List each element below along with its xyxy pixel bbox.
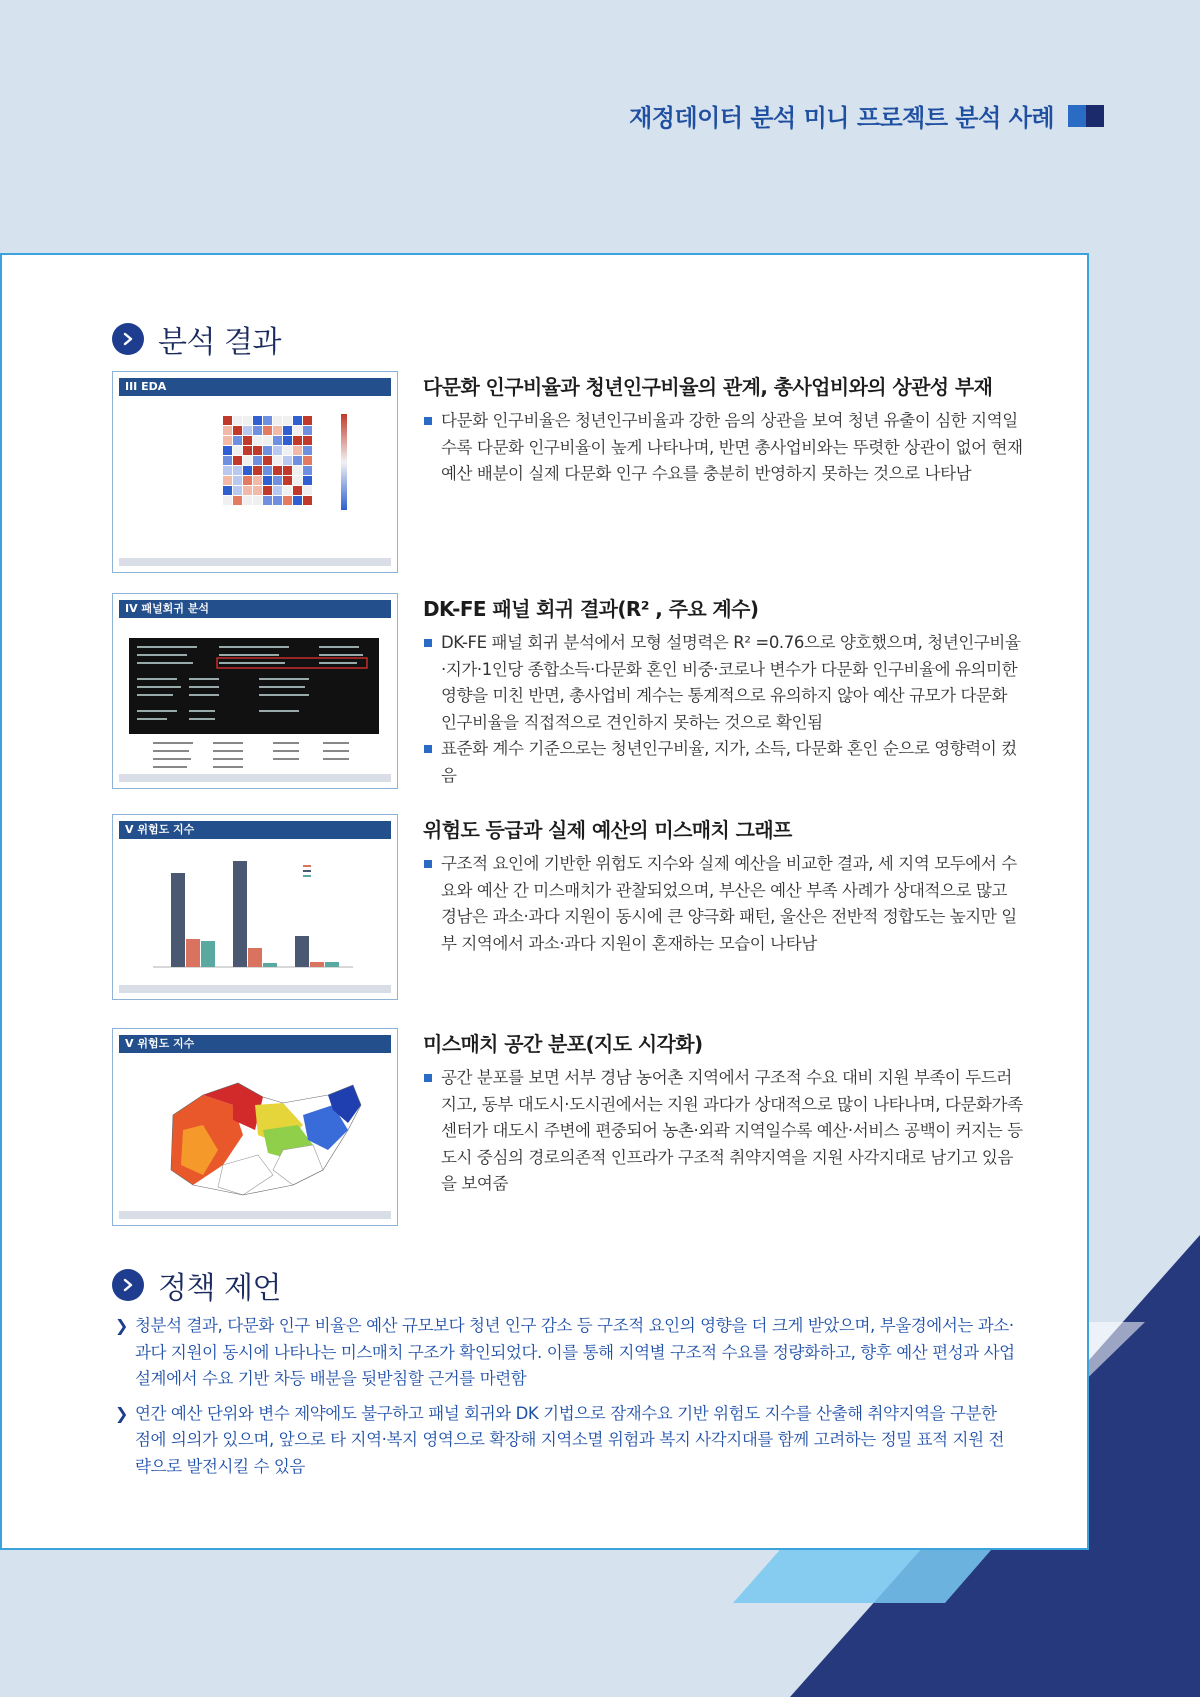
- thumbnail-eda: [112, 371, 398, 573]
- heatmap-cell: [223, 496, 232, 505]
- result-entry: [423, 814, 1023, 957]
- entry-bullet: 표준화 계수 기준으로는 청년인구비율, 지가, 소득, 다문화 혼인 순으로 영향력이 컸음: [423, 736, 1023, 789]
- result-entry: [423, 371, 1023, 488]
- entry-title: 미스매치 공간 분포(지도 시각화): [423, 1032, 703, 1056]
- heatmap-cell: [223, 476, 232, 485]
- thumbnail-footer: [119, 1211, 391, 1219]
- header-square-mark: [1068, 105, 1104, 127]
- thumbnail-bar-label: V 위험도 지수: [125, 1037, 195, 1050]
- policy-text: 연간 예산 단위와 변수 제약에도 불구하고 패널 회귀와 DK 기법으로 잠재수요 기반 위험도 지수를 산출해 취약지역을 구분한 점에 의의가 있으며, 앞으로 타 지역·복지 영역으로 확장해 지역소멸 위험과 복지 사각지대를 함께 고려하는 정밀 표적 지원 전략으로 발전시킬 수 있음: [135, 1403, 1005, 1476]
- heatmap-cell: [223, 416, 232, 425]
- thumbnail-footer: [119, 985, 391, 993]
- regression-output-image: [129, 638, 379, 734]
- heatmap-cell: [243, 426, 252, 435]
- thumbnail-regression: [112, 593, 398, 789]
- page-header: [629, 98, 1104, 133]
- heatmap-cell: [263, 436, 272, 445]
- heatmap-cell: [233, 446, 242, 455]
- heatmap-cell: [283, 456, 292, 465]
- thumbnail-footer: [119, 774, 391, 782]
- heatmap-cell: [253, 486, 262, 495]
- heatmap-cell: [273, 436, 282, 445]
- heatmap-cell: [273, 446, 282, 455]
- heatmap-cell: [283, 496, 292, 505]
- heatmap-cell: [293, 416, 302, 425]
- heatmap-cell: [233, 496, 242, 505]
- heatmap-cell: [283, 426, 292, 435]
- heatmap-cell: [243, 436, 252, 445]
- heatmap-cell: [263, 496, 272, 505]
- heatmap-cell: [233, 466, 242, 475]
- heatmap-cell: [293, 466, 302, 475]
- mismatch-bar-chart-image: [153, 855, 353, 979]
- heatmap-cell: [233, 436, 242, 445]
- heatmap-cell: [243, 496, 252, 505]
- heatmap-cell: [293, 486, 302, 495]
- heatmap-cell: [303, 496, 312, 505]
- chevron-right-icon: ❯: [115, 1316, 129, 1335]
- section-title: 분석 결과: [158, 325, 281, 360]
- policy-item: [115, 1401, 1015, 1481]
- heatmap-cell: [253, 496, 262, 505]
- heatmap-cell: [303, 446, 312, 455]
- heatmap-cell: [233, 456, 242, 465]
- header-title: 재정데이터 분석 미니 프로젝트 분석 사례: [629, 104, 1054, 132]
- heatmap-cell: [253, 456, 262, 465]
- section-title: 정책 제언: [158, 1271, 281, 1306]
- heatmap-cell: [283, 476, 292, 485]
- heatmap-cell: [263, 456, 272, 465]
- entry-title: 위험도 등급과 실제 예산의 미스매치 그래프: [423, 818, 792, 842]
- entry-title: DK-FE 패널 회귀 결과(R² , 주요 계수): [423, 597, 759, 621]
- thumbnail-footer: [119, 558, 391, 566]
- heatmap-cell: [243, 446, 252, 455]
- heatmap-cell: [273, 486, 282, 495]
- policy-list: [115, 1313, 1015, 1488]
- heatmap-cell: [293, 426, 302, 435]
- heatmap-cell: [293, 496, 302, 505]
- heatmap-image: [183, 412, 353, 536]
- heatmap-cell: [293, 456, 302, 465]
- heatmap-cell: [273, 476, 282, 485]
- thumbnail-mismatch-chart: [112, 814, 398, 1000]
- heatmap-cell: [223, 456, 232, 465]
- heatmap-cell: [243, 456, 252, 465]
- policy-text: 청분석 결과, 다문화 인구 비율은 예산 규모보다 청년 인구 감소 등 구조적 요인의 영향을 더 크게 받았으며, 부울경에서는 과소·과다 지원이 동시에 나타나는 미스매치 구조가 확인되었다. 이를 통해 지역별 구조적 수요를 정량화하고, 향후 예산 편성과 사업 설계에서 수요 기반 차등 배분을 뒷받침할 근거를 마련함: [135, 1316, 1015, 1388]
- chevron-right-icon: [112, 323, 144, 355]
- heatmap-cell: [223, 446, 232, 455]
- entry-bullet: 구조적 요인에 기반한 위험도 지수와 실제 예산을 비교한 결과, 세 지역 모두에서 수요와 예산 간 미스매치가 관찰되었으며, 부산은 예산 부족 사례가 상대적으로 많고 경남은 과소·과다 지원이 동시에 큰 양극화 패턴, 울산은 전반적 정합도는 높지만 일부 지역에서 과소·과다 지원이 혼재하는 모습이 나타남: [423, 851, 1023, 957]
- heatmap-cell: [263, 416, 272, 425]
- mismatch-map-image: [163, 1075, 363, 1209]
- thumbnail-bar-label: IV 패널회귀 분석: [125, 602, 210, 615]
- heatmap-cell: [253, 426, 262, 435]
- heatmap-cell: [263, 466, 272, 475]
- heatmap-cell: [293, 446, 302, 455]
- heatmap-cell: [253, 466, 262, 475]
- heatmap-cell: [233, 476, 242, 485]
- heatmap-cell: [303, 426, 312, 435]
- heatmap-cell: [273, 456, 282, 465]
- chevron-right-icon: [112, 1269, 144, 1301]
- heatmap-cell: [293, 436, 302, 445]
- result-entry: [423, 593, 1023, 789]
- heatmap-cell: [223, 436, 232, 445]
- heatmap-cell: [283, 436, 292, 445]
- heatmap-cell: [303, 436, 312, 445]
- heatmap-cell: [303, 466, 312, 475]
- heatmap-cell: [233, 426, 242, 435]
- heatmap-cell: [253, 416, 262, 425]
- heatmap-cell: [263, 426, 272, 435]
- chevron-right-icon: ❯: [115, 1403, 129, 1423]
- thumbnail-mismatch-map: [112, 1028, 398, 1226]
- entry-title: 다문화 인구비율과 청년인구비율의 관계, 총사업비와의 상관성 부재: [423, 375, 993, 399]
- entry-bullet: 공간 분포를 보면 서부 경남 농어촌 지역에서 구조적 수요 대비 지원 부족이 두드러지고, 동부 대도시·도시권에서는 지원 과다가 상대적으로 많이 나타나며, 다문화가족센터가 대도시 주변에 편중되어 농촌·외곽 지역일수록 예산·서비스 공백이 커지는 등 도시 중심의 경로의존적 인프라가 구조적 취약지역을 지원 사각지대로 남기고 있음을 보여줌: [423, 1065, 1023, 1198]
- heatmap-cell: [283, 466, 292, 475]
- coefficient-table-image: [153, 740, 363, 774]
- heatmap-cell: [253, 436, 262, 445]
- thumbnail-bar-label: V 위험도 지수: [125, 823, 195, 836]
- heatmap-cell: [273, 416, 282, 425]
- heatmap-cell: [233, 486, 242, 495]
- entry-bullet: 다문화 인구비율은 청년인구비율과 강한 음의 상관을 보여 청년 유출이 심한 지역일수록 다문화 인구비율이 높게 나타나며, 반면 총사업비와는 뚜렷한 상관이 없어 현재 예산 배분이 실제 다문화 인구 수요를 충분히 반영하지 못하는 것으로 나타남: [423, 408, 1023, 488]
- heatmap-cell: [263, 446, 272, 455]
- heatmap-cell: [273, 496, 282, 505]
- heatmap-cell: [283, 486, 292, 495]
- heatmap-cell: [283, 446, 292, 455]
- heatmap-cell: [243, 476, 252, 485]
- policy-item: [115, 1313, 1015, 1393]
- results-heading: [112, 317, 281, 361]
- heatmap-cell: [233, 416, 242, 425]
- heatmap-cell: [273, 466, 282, 475]
- policy-heading: [112, 1263, 281, 1307]
- heatmap-cell: [303, 456, 312, 465]
- heatmap-cell: [243, 466, 252, 475]
- heatmap-cell: [303, 476, 312, 485]
- heatmap-cell: [223, 486, 232, 495]
- heatmap-cell: [263, 486, 272, 495]
- heatmap-cell: [253, 476, 262, 485]
- heatmap-cell: [293, 476, 302, 485]
- heatmap-cell: [243, 486, 252, 495]
- entry-bullet: DK-FE 패널 회귀 분석에서 모형 설명력은 R² =0.76으로 양호했으며, 청년인구비율·지가·1인당 종합소득·다문화 혼인 비중·코로나 변수가 다문화 인구비율에 유의미한 영향을 미친 반면, 총사업비 계수는 통계적으로 유의하지 않아 예산 규모가 다문화 인구비율을 직접적으로 견인하지 못하는 것으로 확인됨: [423, 630, 1023, 736]
- heatmap-cell: [283, 416, 292, 425]
- heatmap-cell: [303, 416, 312, 425]
- heatmap-cell: [243, 416, 252, 425]
- heatmap-cell: [263, 476, 272, 485]
- heatmap-cell: [223, 426, 232, 435]
- heatmap-cell: [223, 466, 232, 475]
- thumbnail-bar-label: III EDA: [125, 380, 167, 393]
- heatmap-cell: [303, 486, 312, 495]
- heatmap-cell: [253, 446, 262, 455]
- content-card: [0, 253, 1089, 1550]
- heatmap-cell: [273, 426, 282, 435]
- result-entry: [423, 1028, 1023, 1198]
